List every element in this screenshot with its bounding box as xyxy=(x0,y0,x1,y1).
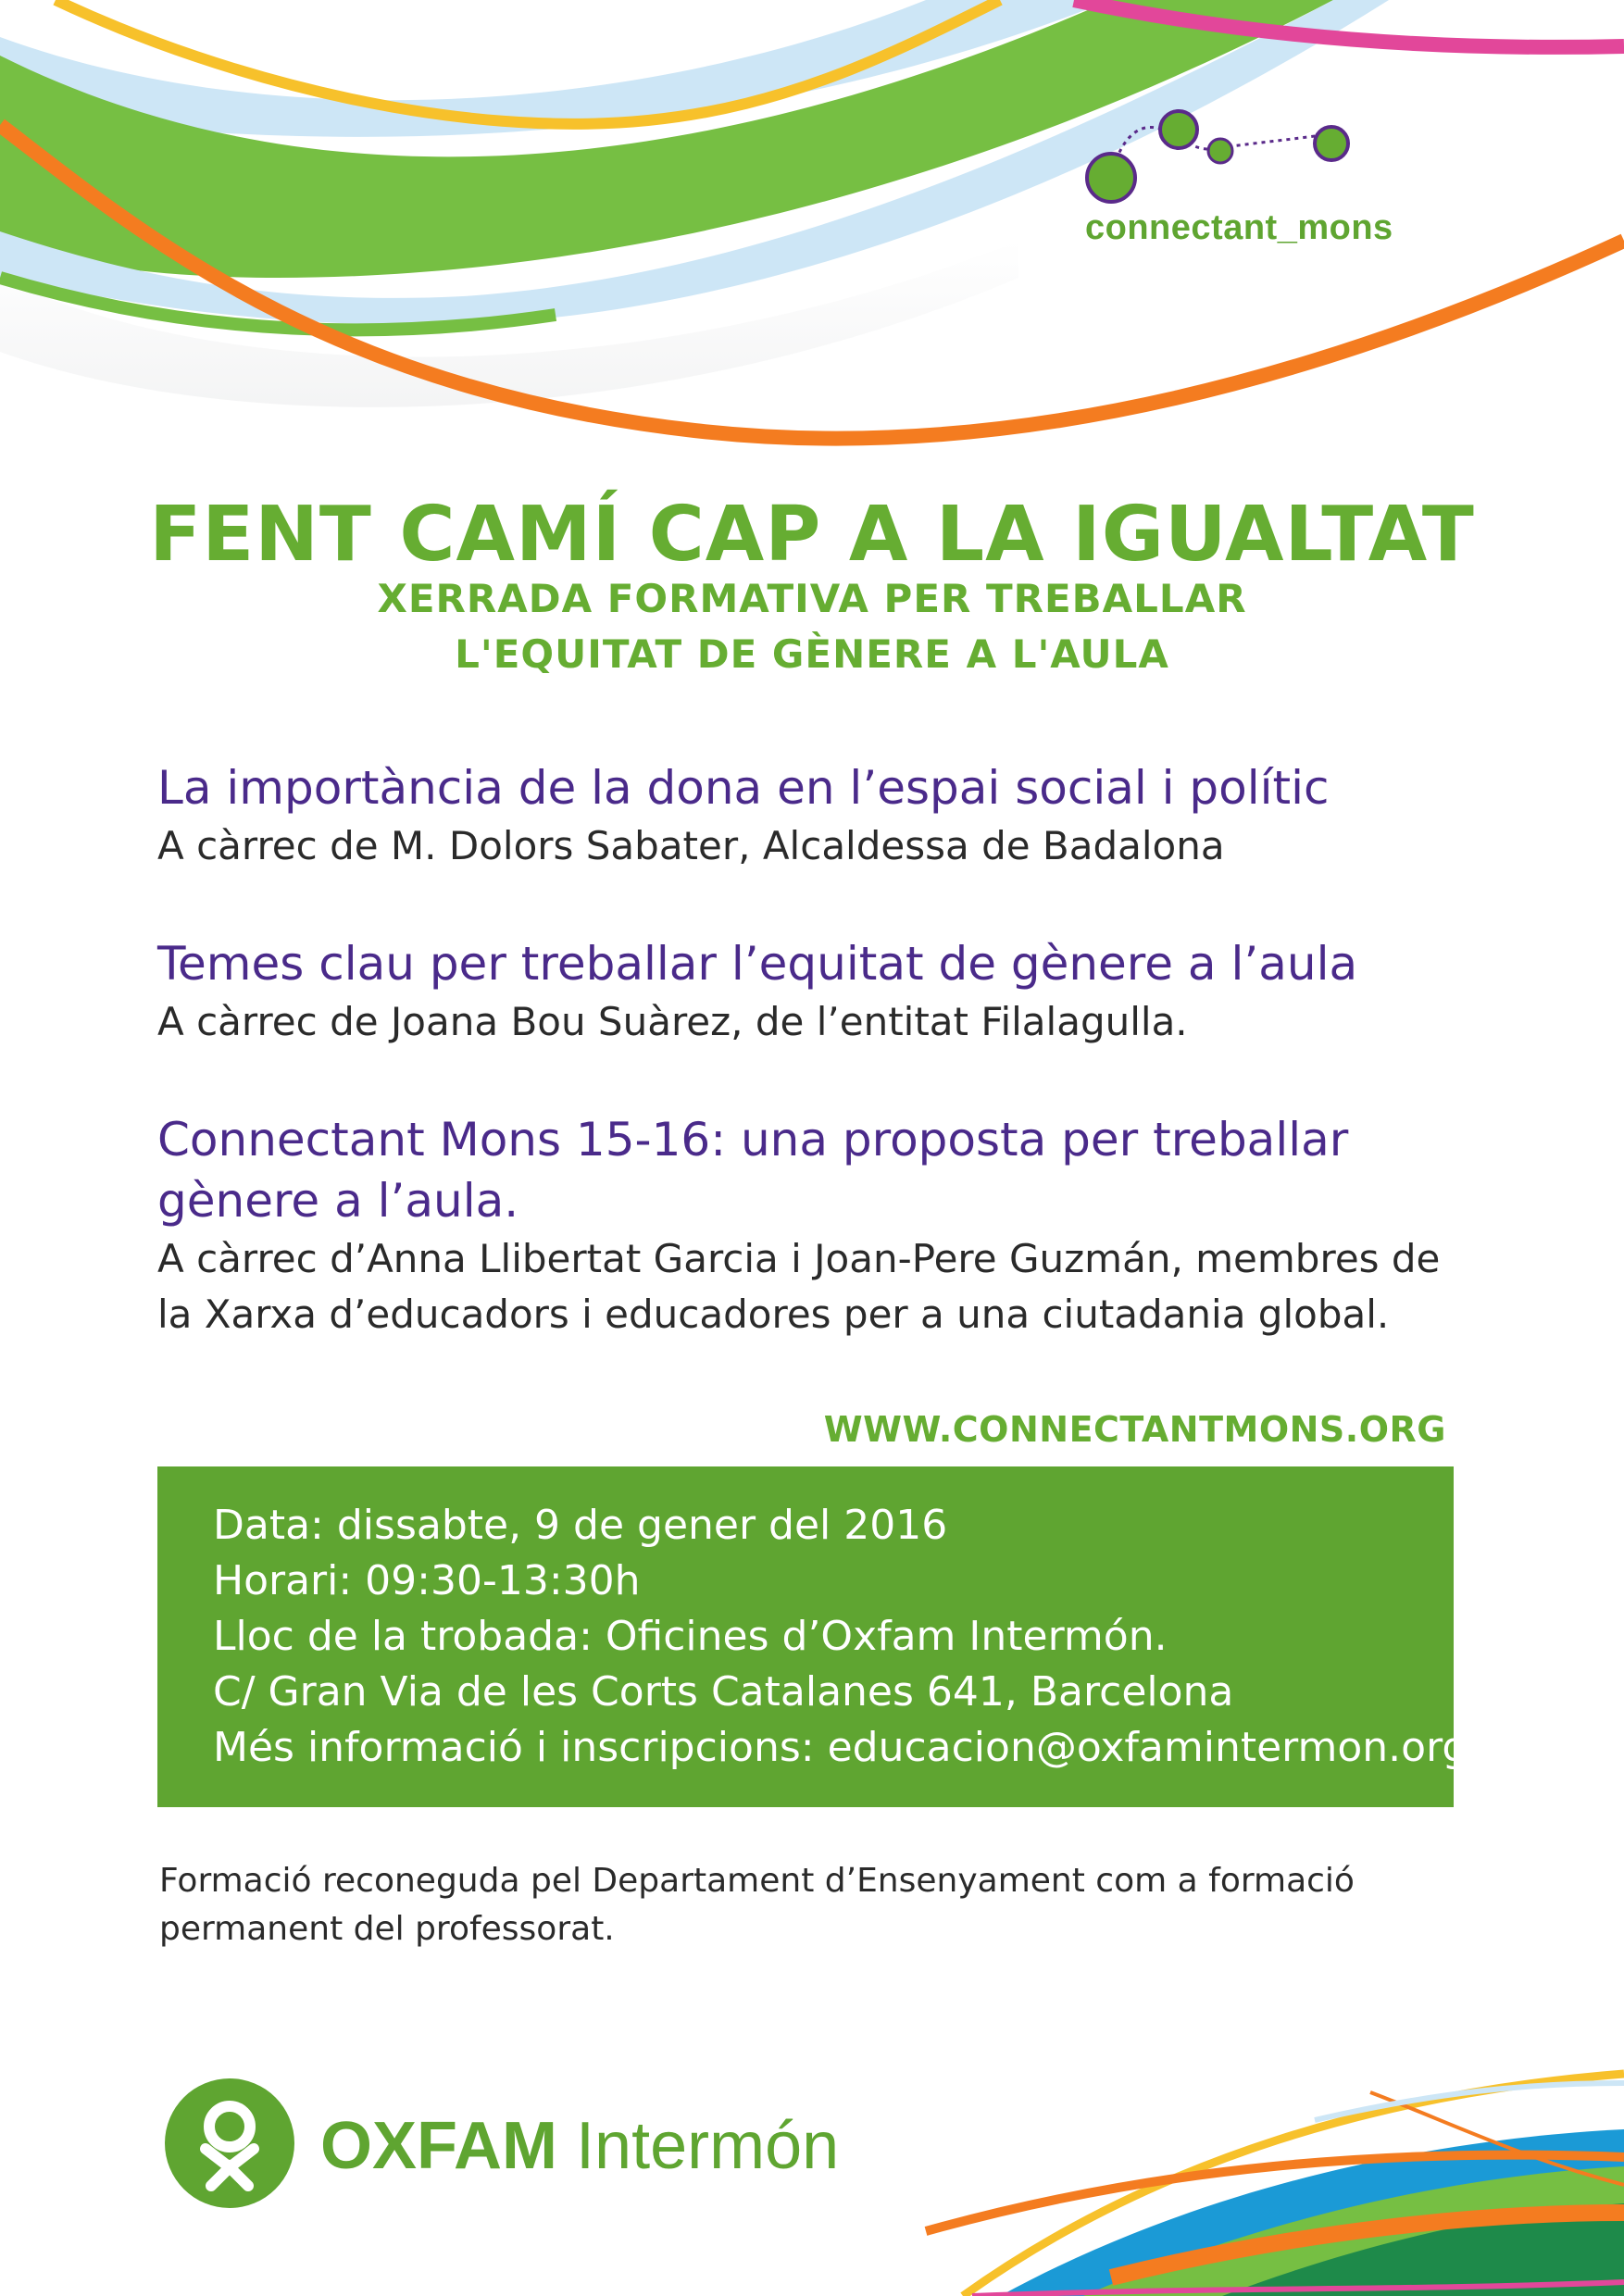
talk-speaker-line2: la Xarxa d’educadors i educadores per a una ciutadania global. xyxy=(157,1292,1390,1337)
website-url: WWW.CONNECTANTMONS.ORG xyxy=(823,1409,1446,1450)
event-title: FENT CAMÍ CAP A LA IGUALTAT xyxy=(149,491,1475,579)
accreditation-line2: permanent del professorat. xyxy=(159,1910,615,1948)
event-subtitle-line2: L'EQUITAT DE GÈNERE A L'AULA xyxy=(455,631,1169,677)
talk-1 xyxy=(157,757,1491,874)
bottom-ribbons-decoration xyxy=(0,1926,1624,2296)
event-venue: Lloc de la trobada: Oficines d’Oxfam Intermón. xyxy=(213,1613,1168,1660)
event-date: Data: dissabte, 9 de gener del 2016 xyxy=(213,1502,948,1549)
talk-speaker: A càrrec de M. Dolors Sabater, Alcaldessa de Badalona xyxy=(157,823,1225,868)
talk-title: La importància de la dona en l’espai social i polític xyxy=(157,761,1330,815)
connected-dots-icon xyxy=(1083,102,1361,204)
event-contact: Més informació i inscripcions: educacion@oxfamintermon.org xyxy=(213,1724,1468,1771)
oxfam-wordmark-bold: OXFAM xyxy=(320,2109,558,2183)
event-schedule: Horari: 09:30-13:30h xyxy=(213,1557,641,1604)
talk-2 xyxy=(157,933,1491,1050)
talk-speaker: A càrrec de Joana Bou Suàrez, de l’entitat Filalagulla. xyxy=(157,999,1188,1044)
event-address: C/ Gran Via de les Corts Catalanes 641, Barcelona xyxy=(213,1668,1234,1716)
talk-title: Temes clau per treballar l’equitat de gènere a l’aula xyxy=(157,937,1358,991)
talk-title-line2: gènere a l’aula. xyxy=(157,1174,519,1228)
accreditation-line1: Formació reconeguda pel Departament d’Ensenyament com a formació xyxy=(159,1862,1355,1900)
connectant-mons-logo xyxy=(1074,102,1463,250)
event-info-box xyxy=(157,1466,1468,1807)
talk-title-line1: Connectant Mons 15-16: una proposta per treballar xyxy=(157,1113,1349,1167)
connectant-mons-logo-text: connectant_mons xyxy=(1085,208,1393,247)
intermon-wordmark: Intermón xyxy=(576,2109,840,2183)
talk-3 xyxy=(157,1109,1491,1342)
event-subtitle-line1: XERRADA FORMATIVA PER TREBALLAR xyxy=(377,576,1247,621)
talk-speaker-line1: A càrrec d’Anna Llibertat Garcia i Joan-Pere Guzmán, membres de xyxy=(157,1236,1441,1281)
